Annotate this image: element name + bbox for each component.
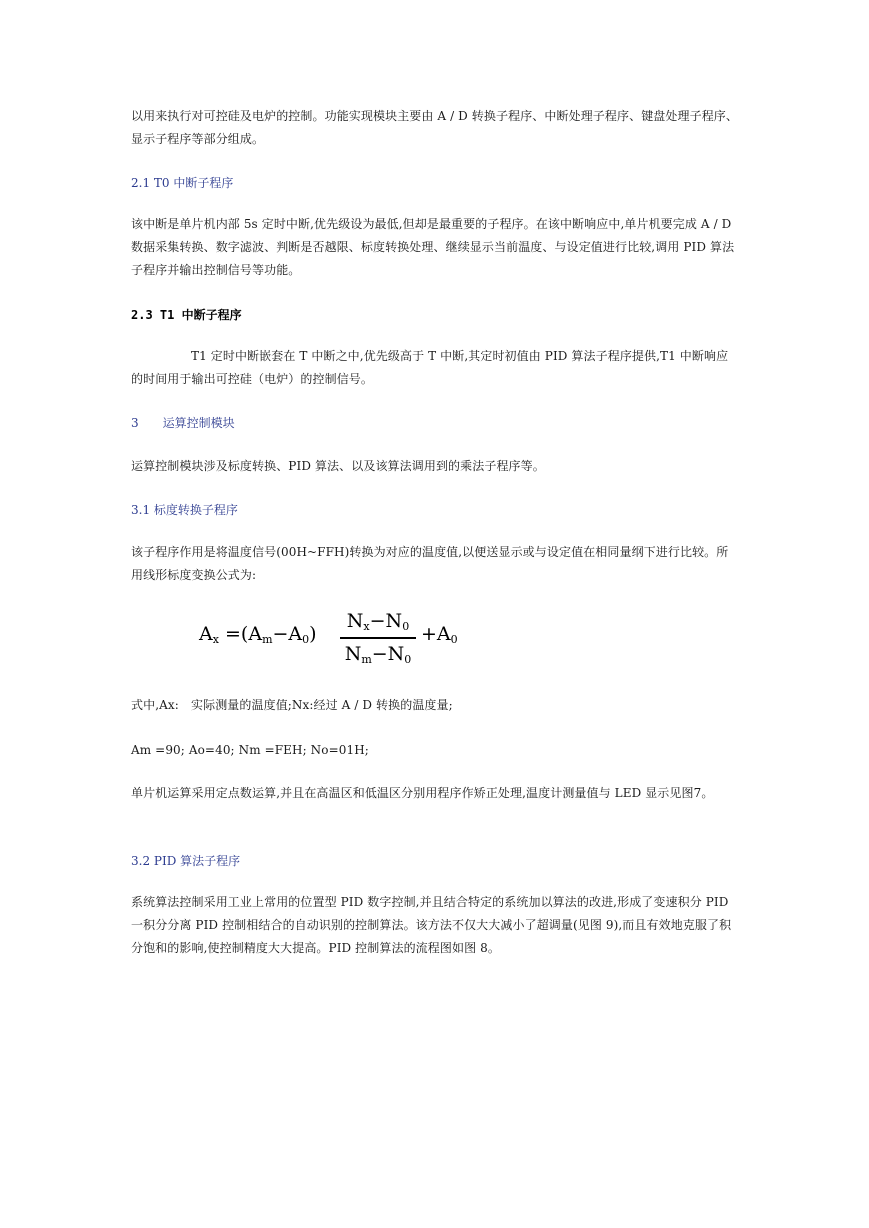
paragraph-compute-module: 运算控制模块涉及标度转换、PID 算法、以及该算法调用到的乘法子程序等。 <box>131 459 545 473</box>
scale-conversion-formula <box>199 608 469 672</box>
formula-fraction <box>340 608 416 668</box>
heading-3-1: 3.1 标度转换子程序 <box>131 503 238 517</box>
paragraph-scale-conversion: 该子程序作用是将温度信号(00H~FFH)转换为对应的温度值,以便送显示或与设定值在相同量纲下进行比较。所用线形标度变换公式为: <box>131 545 729 582</box>
paragraph-formula-legend: 式中,Ax: 实际测量的温度值;Nx:经过 A / D 转换的温度量; <box>131 698 453 712</box>
heading-2-3: 2.3 T1 中断子程序 <box>131 308 242 322</box>
paragraph-t0-interrupt: 该中断是单片机内部 5s 定时中断,优先级设为最低,但却是最重要的子程序。在该中断响应中,单片机要完成 A / D 数据采集转换、数字滤波、判断是否越限、标度转换处理、继续显示当前温度、与设定值进行比较,调用 PID 算法子程序并输出控制信号等功能。 <box>131 217 735 277</box>
formula-numerator: $N_x-N_0$ <box>346 610 410 633</box>
paragraph-t1-interrupt: T1 定时中断嵌套在 T 中断之中,优先级高于 T 中断,其定时初值由 PID 算法子程序提供,T1 中断响应的时间用于输出可控硅（电炉）的控制信号。 <box>131 349 729 386</box>
paragraph-intro: 以用来执行对可控硅及电炉的控制。功能实现模块主要由 A / D 转换子程序、中断处理子程序、键盘处理子程序、显示子程序等部分组成。 <box>131 109 738 146</box>
paragraph-constants: Am =90; Ao=40; Nm =FEH; No=01H; <box>131 743 369 757</box>
paragraph-fixed-point: 单片机运算采用定点数运算,并且在高温区和低温区分别用程序作矫正处理,温度计测量值与 LED 显示见图7。 <box>131 786 714 800</box>
formula-rhs: $+A_0$ <box>421 623 458 646</box>
formula-lhs: $A_x =(A_m-A_0)$ <box>199 623 317 646</box>
formula-denominator: $N_m-N_0$ <box>344 642 412 666</box>
heading-2-1: 2.1 T0 中断子程序 <box>131 176 234 190</box>
paragraph-pid-algorithm: 系统算法控制采用工业上常用的位置型 PID 数字控制,并且结合特定的系统加以算法的改进,形成了变速积分 PID 一积分分离 PID 控制相结合的自动识别的控制算法。该方法不仅大大减小了超调量(见图 9),而且有效地克服了积分饱和的影响,使控制精度大大提高。PID 控制算法的流程图如图 8。 <box>131 895 732 955</box>
heading-3-2: 3.2 PID 算法子程序 <box>131 854 241 868</box>
heading-3: 3 运算控制模块 <box>131 416 235 430</box>
fraction-bar <box>340 637 416 639</box>
